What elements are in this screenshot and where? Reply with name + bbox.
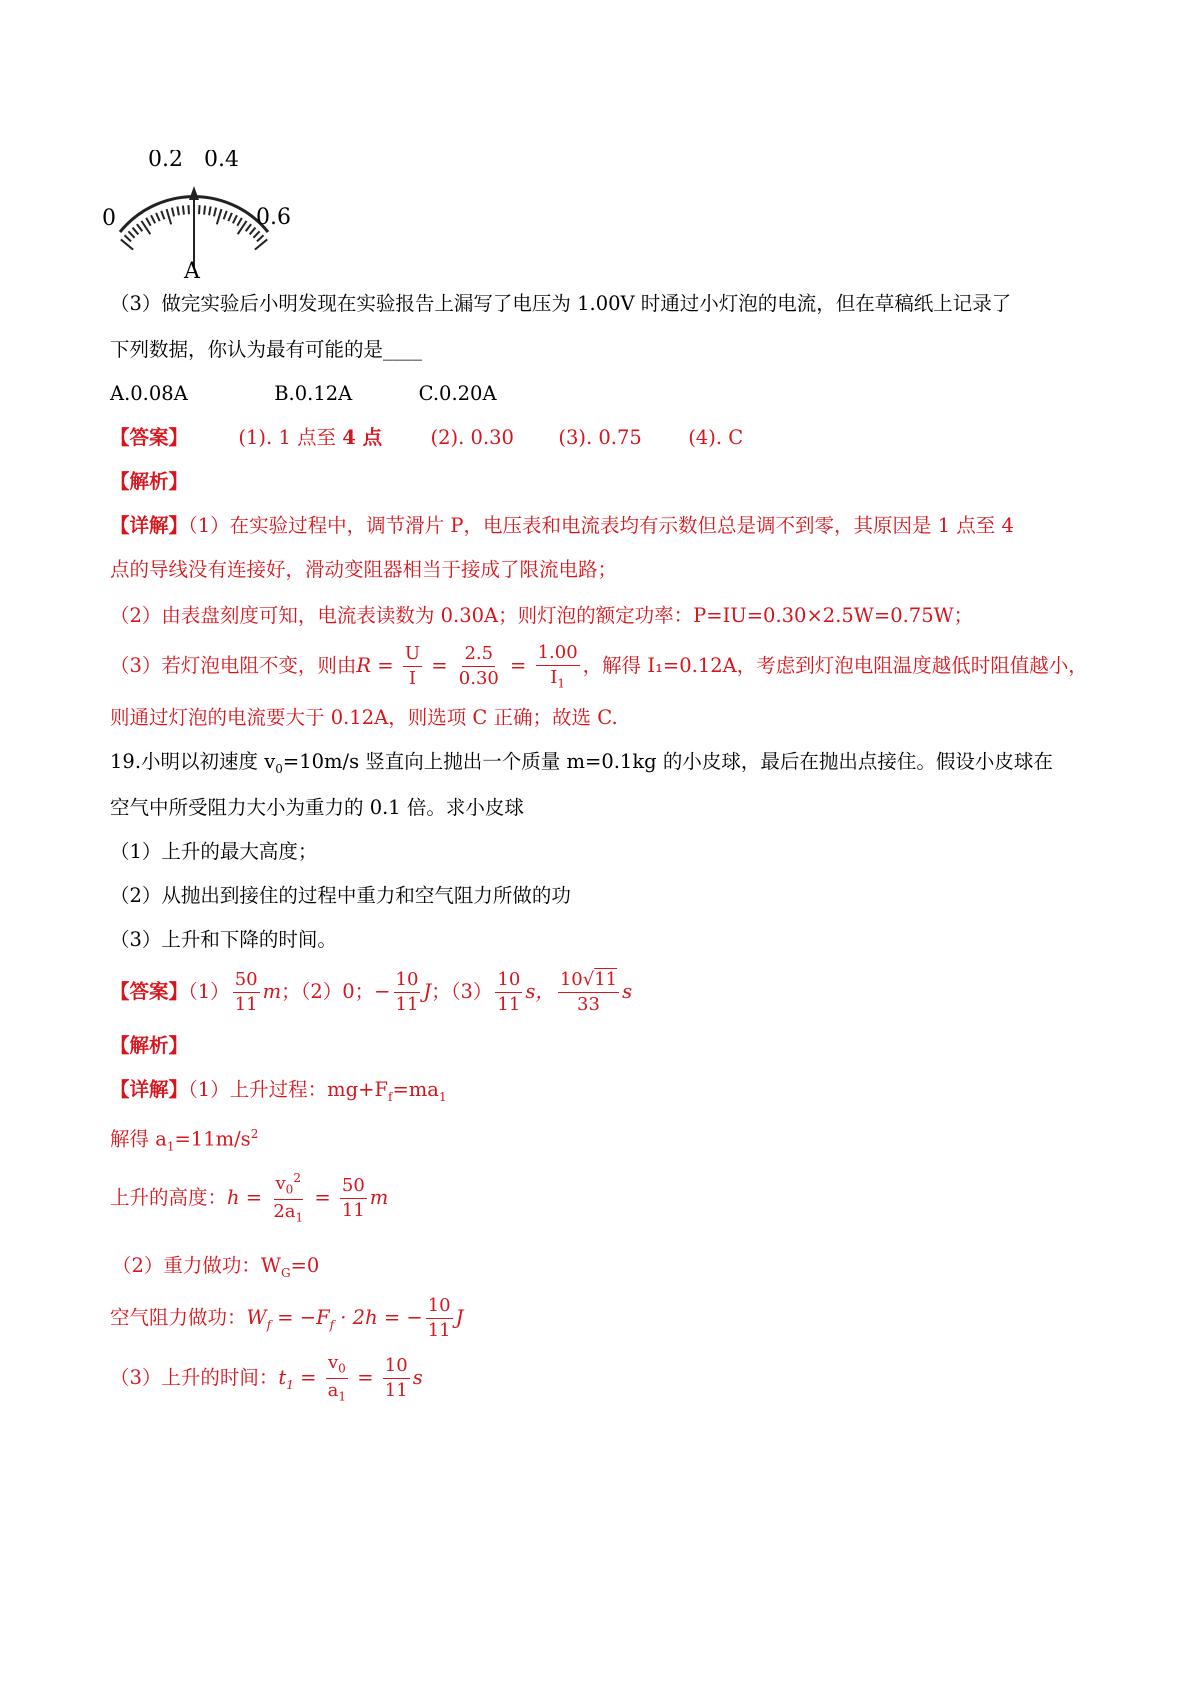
option-c: C.0.20A xyxy=(418,382,497,405)
q19-gravity-work: （2）重力做功：$W_G=0$ xyxy=(112,1254,320,1280)
gauge-tick xyxy=(246,224,251,231)
gauge-tick xyxy=(146,218,151,226)
q19-analysis-label: 【解析】 xyxy=(110,1034,189,1057)
gauge-tick xyxy=(204,206,205,215)
q19-rise-time: （3）上升的时间：$t_1$ = $\frac{v_0}{a_1}$ = $\frac{10}{11}$ s xyxy=(110,1352,423,1404)
gauge-tick xyxy=(133,228,139,235)
q18-part3-line2: 下列数据，你认为最有可能的是____ xyxy=(110,338,423,361)
gauge-unit-label: A xyxy=(184,259,200,280)
gauge-tick xyxy=(217,209,222,224)
q19-air-work: 空气阻力做功：$W_f = -F_f \cdot 2h$ = − $\frac{10}{11}$ J xyxy=(110,1295,464,1341)
answer-height: $\frac{50}{11}$ m xyxy=(234,969,282,1015)
q18-detail-3 xyxy=(110,642,1088,690)
gauge-tick xyxy=(199,205,200,214)
gauge-tick xyxy=(128,231,134,238)
q19-solve: 解得 $a_1=11m/s^2$ xyxy=(110,1127,259,1154)
q19-answer-line: 【答案】（1） $\frac{50}{11}$ m；（2）0；− $\frac{10}{11}$ J；（3） $\frac{10}{11}$ s， $\frac{10√11}{33}$ s xyxy=(110,969,633,1015)
q19-answer-label: 【答案】 xyxy=(110,980,189,1003)
q18-detail-3b: 则通过灯泡的电流要大于 0.12A，则选项 C 正确；故选 C. xyxy=(110,706,618,729)
q19-item1: （1）上升的最大高度； xyxy=(110,840,318,863)
gauge-tick xyxy=(233,215,237,223)
detail-1a-text: （1）在实验过程中，调节滑片 P，电压表和电流表均有示数但总是调不到零，其原因是 1 点至 4 xyxy=(188,514,1014,537)
detail-3-post: ，解得 I₁=0.12A，考虑到灯泡电阻温度越低时阻值越小， xyxy=(582,654,1088,677)
gauge-tick xyxy=(253,231,259,238)
gauge-tick xyxy=(124,235,131,241)
answer-3: (3). 0.75 xyxy=(558,426,642,449)
gauge-tick xyxy=(151,215,155,223)
gauge-tick xyxy=(137,224,142,231)
air-work-equation: $W_f = -F_f \cdot 2h$ = − $\frac{10}{11}$ J xyxy=(246,1295,464,1341)
rise-time-equation: $t_1$ = $\frac{v_0}{a_1}$ = $\frac{10}{11}$ s xyxy=(278,1352,423,1404)
gauge-tick xyxy=(237,218,242,226)
q18-part3-line1: （3）做完实验后小明发现在实验报告上漏写了电压为 1.00V 时通过小灯泡的电流，但在草稿纸上记录了 xyxy=(110,292,1012,315)
answer-work: − $\frac{10}{11}$ J xyxy=(374,969,432,1015)
answer-label: 【答案】 xyxy=(110,426,189,449)
q19-line1: 19.小明以初速度 $v_0=10m/s$ 竖直向上抛出一个质量 m=0.1kg 的小皮球，最后在抛出点接住。假设小皮球在 xyxy=(110,750,1053,776)
q19-detail-1: 【详解】（1）上升过程：$mg+F_f=ma_1$ xyxy=(110,1078,447,1104)
answer-2: (2). 0.30 xyxy=(430,426,514,449)
gauge-tick xyxy=(224,211,227,219)
q19-height: 上升的高度：h = $\frac{v_0^2}{2a_1}$ = $\frac{50}{11}$ m xyxy=(110,1171,389,1225)
gauge-tick xyxy=(161,211,164,219)
height-equation: h = $\frac{v_0^2}{2a_1}$ = $\frac{50}{11}$ m xyxy=(227,1171,389,1225)
gauge-tick xyxy=(183,206,184,215)
q18-detail-1a xyxy=(110,512,1014,540)
gauge-tick xyxy=(228,213,232,221)
option-b: B.0.12A xyxy=(274,382,353,405)
detail-label: 【详解】 xyxy=(110,514,189,537)
gauge-label-0-6: 0.6 xyxy=(256,205,291,230)
q19-item3: （3）上升和下降的时间。 xyxy=(110,928,337,951)
gauge-label-0: 0 xyxy=(102,206,116,231)
q19-item2: （2）从抛出到接住的过程中重力和空气阻力所做的功 xyxy=(110,884,571,907)
answer-times: $\frac{10}{11}$ s， $\frac{10√11}{33}$ s xyxy=(497,969,633,1015)
q18-analysis-label: 【解析】 xyxy=(110,470,189,493)
gauge-tick xyxy=(156,213,160,221)
option-a: A.0.08A xyxy=(110,382,188,405)
gauge-tick xyxy=(177,206,179,215)
answer-1a: (1). 1 点至 xyxy=(238,426,337,449)
q18-detail-2: （2）由表盘刻度可知，电流表读数为 0.30A；则灯泡的额定功率：P=IU=0.30×2.5W=0.75W； xyxy=(110,604,974,627)
q18-options xyxy=(110,380,497,408)
gauge-tick xyxy=(209,206,211,215)
q19-line2: 空气中所受阻力大小为重力的 0.1 倍。求小皮球 xyxy=(110,796,524,819)
gauge-tick xyxy=(188,205,189,214)
gauge-tick xyxy=(167,209,172,224)
resistance-equation: R = $\frac{U}{I}$ = $\frac{2.5}{0.30}$ = $\frac{1.00}{I_1}$ xyxy=(356,641,578,691)
gauge-tick xyxy=(257,235,264,241)
gauge-tick xyxy=(214,208,216,217)
gauge-label-0-4: 0.4 xyxy=(204,150,239,172)
gauge-tick xyxy=(172,208,174,217)
gauge-label-0-2: 0.2 xyxy=(148,150,183,172)
q18-answer-line xyxy=(110,424,743,452)
detail-3-pre: （3）若灯泡电阻不变，则由 xyxy=(110,654,357,677)
answer-4: (4). C xyxy=(688,426,744,449)
answer-1b: 4 点 xyxy=(342,426,383,449)
ammeter-dial-figure xyxy=(100,150,300,280)
gauge-tick xyxy=(250,228,256,235)
q18-detail-1b: 点的导线没有连接好，滑动变阻器相当于接成了限流电路； xyxy=(110,558,618,581)
